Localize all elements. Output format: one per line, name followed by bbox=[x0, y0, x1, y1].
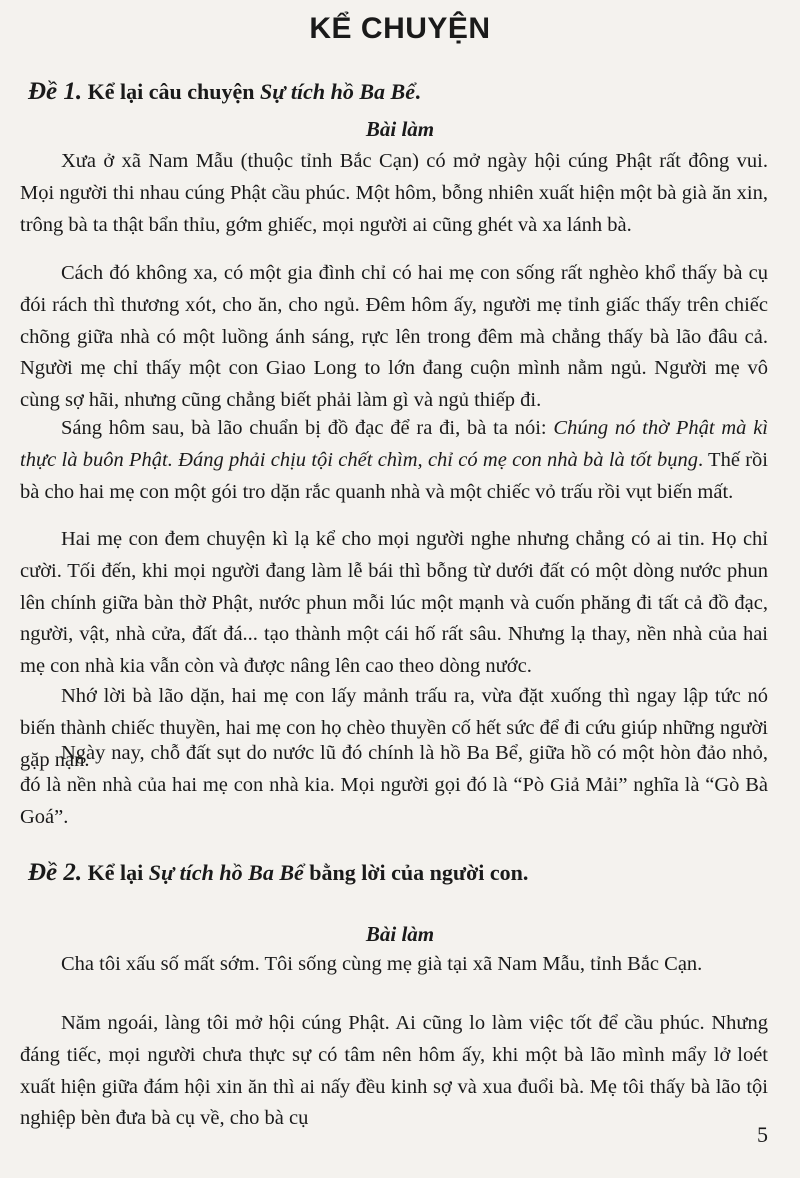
section2-subheading: Bài làm bbox=[365, 922, 435, 946]
section2-heading-italic: Sự tích hồ Ba Bể bbox=[148, 860, 304, 885]
section2-de-label: Đề 2. bbox=[28, 859, 83, 886]
section1-paragraph-6: Ngày nay, chỗ đất sụt do nước lũ đó chính là hồ Ba Bể, giữa hồ có một hòn đảo nhỏ, đó là nền nhà của hai mẹ con nhà kia. Mọi người gọi đó là “Pò Giả Mải” nghĩa là “Gò Bà Goá”. bbox=[20, 742, 768, 828]
section1-paragraph-5: Nhớ lời bà lão dặn, hai mẹ con lấy mảnh trấu ra, vừa đặt xuống thì ngay lập tức nó biến thành chiếc thuyền, hai mẹ con họ chèo thuyền cố hết sức để đi cứu giúp những người gặp nạn. bbox=[20, 685, 768, 771]
page-title: KỂ CHUYỆN bbox=[309, 12, 491, 45]
section2-paragraph-2: Năm ngoái, làng tôi mở hội cúng Phật. Ai cũng lo làm việc tốt để cầu phúc. Nhưng đáng tiếc, mọi người chưa thực sự có tâm nên hôm ấy, khi một bà lão mình mẩy lở loét xuất hiện giữa đám hội xin ăn thì ai nấy đều kinh sợ và xua đuổi bà. Mẹ tôi thấy bà lão tội nghiệp bèn đưa bà cụ về, cho bà cụ bbox=[20, 1012, 768, 1130]
section1-p3-italic: Chúng nó thờ Phật mà kì thực là buôn Phật. Đáng phải chịu tội chết chìm, chỉ có mẹ con nhà bà là tốt bụng bbox=[20, 417, 768, 471]
section1-heading-italic: Sự tích hồ Ba Bể bbox=[260, 79, 415, 104]
section1-paragraph-1: Xưa ở xã Nam Mẫu (thuộc tỉnh Bắc Cạn) có mở ngày hội cúng Phật rất đông vui. Mọi người thi nhau cúng Phật cầu phúc. Một hôm, bỗng nhiên xuất hiện một bà già ăn xin, trông bà ta thật bẩn thỉu, gớm ghiếc, mọi người ai cũng ghét và xa lánh bà. bbox=[20, 150, 768, 236]
section2-heading-post: bằng lời của người con. bbox=[303, 860, 529, 885]
section1-heading-pre: Kể lại câu chuyện bbox=[82, 79, 260, 104]
section1-p3-pre: Sáng hôm sau, bà lão chuẩn bị đồ đạc để ra đi, bà ta nói: bbox=[61, 417, 554, 439]
section2-heading bbox=[28, 859, 788, 887]
section2-paragraph-1: Cha tôi xấu số mất sớm. Tôi sống cùng mẹ già tại xã Nam Mẫu, tỉnh Bắc Cạn. bbox=[61, 953, 703, 975]
section1-de-label: Đề 1. bbox=[28, 78, 83, 105]
section1-p3-post: . Thế rồi bà cho hai mẹ con một gói tro dặn rắc quanh nhà và một chiếc vỏ trấu rồi vụt biến mất. bbox=[20, 448, 768, 503]
page-number: 5 bbox=[757, 1122, 768, 1147]
section1-subheading: Bài làm bbox=[365, 117, 435, 141]
section1-heading-post: . bbox=[415, 79, 421, 104]
section1-paragraph-3 bbox=[20, 413, 768, 508]
section1-paragraph-2: Cách đó không xa, có một gia đình chỉ có hai mẹ con sống rất nghèo khổ thấy bà cụ đói rách thì thương xót, cho ăn, cho ngủ. Đêm hôm ấy, người mẹ tỉnh giấc thấy trên chiếc chõng giữa nhà có một luồng ánh sáng, rực lên trong đêm mà chẳng thấy bà lão đâu cả. Người mẹ chỉ thấy một con Giao Long to lớn đang cuộn mình nằm ngủ. Người mẹ vô cùng sợ hãi, nhưng cũng chẳng biết phải làm gì và ngủ thiếp đi. bbox=[20, 262, 768, 412]
section1-paragraph-4: Hai mẹ con đem chuyện kì lạ kể cho mọi người nghe nhưng chẳng có ai tin. Họ chỉ cười. Tối đến, khi mọi người đang làm lễ bái thì bỗng từ dưới đất có một dòng nước phun lên chính giữa bàn thờ Phật, nước phun mỗi lúc một mạnh và cuốn phăng đi tất cả đồ đạc, người, vật, nhà cửa, đất đá... tạo thành một cái hố rất sâu. Nhưng lạ thay, nền nhà của hai mẹ con nhà kia vẫn còn và được nâng lên cao theo dòng nước. bbox=[20, 528, 768, 678]
section2-heading-pre: Kể lại bbox=[82, 860, 149, 885]
section1-heading bbox=[28, 78, 788, 106]
